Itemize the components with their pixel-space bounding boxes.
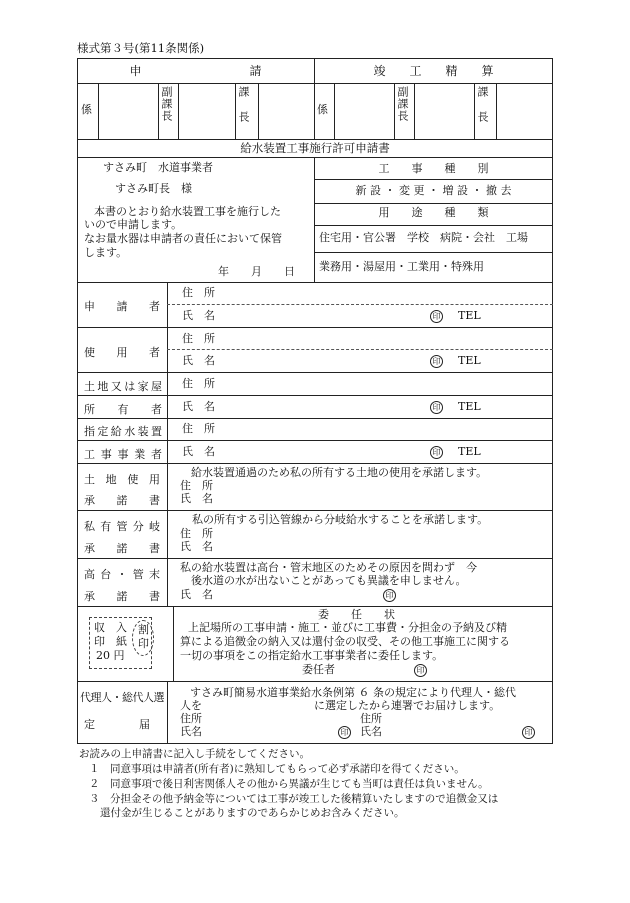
applicant-label: 申請者	[84, 300, 160, 313]
delegation-line2: 算による追徴金の納入又は還付金の収受、その他工事施工に関する	[180, 635, 510, 648]
stamp-line1: 収 入	[94, 621, 127, 634]
applicant-seal: 印	[430, 310, 443, 323]
user-label: 使用者	[84, 346, 160, 359]
stamp-fuku-kacho-right: 副課長	[396, 86, 409, 122]
form-title: 給水装置工事施行許可申請書	[240, 141, 390, 155]
work-type-label: 工 事 種 別	[378, 162, 489, 175]
usage-label: 用 途 種 類	[378, 206, 489, 219]
branch-consent-text: 私の所有する引込管線から分岐給水することを承諾します。	[192, 513, 489, 526]
agent-line1: すさみ町簡易水道事業給水条例第 ６ 条の規定により代理人・総代	[190, 686, 516, 699]
highland-consent-label2: 承諾書	[84, 590, 160, 603]
user-name: 氏 名	[182, 354, 215, 367]
contractor-label1: 指定給水装置	[84, 425, 162, 438]
delegation-line1: 上記場所の工事申請・施工・並びに工事費・分担金の予納及び精	[188, 621, 507, 634]
header-completion: 竣 工 精 算	[373, 64, 494, 78]
agent-name-2: 氏名	[360, 725, 382, 738]
agent-name-1: 氏名	[180, 725, 202, 738]
addressee-body2: いので申請します。	[84, 218, 183, 231]
contractor-name: 氏 名	[182, 445, 215, 458]
stamp-line2: 印 紙	[94, 635, 127, 648]
branch-consent-label2: 承諾書	[84, 542, 160, 555]
addressee-line1: すさみ町 水道事業者	[103, 161, 213, 174]
form-number: 様式第３号(第11条関係)	[77, 41, 205, 55]
applicant-address: 住 所	[182, 286, 215, 299]
agent-line2a: 人を	[180, 699, 202, 712]
agent-label2: 定 届	[84, 718, 150, 731]
branch-consent-address: 住 所	[180, 527, 213, 540]
contractor-seal: 印	[430, 446, 443, 459]
delegation-principal: 委任者	[302, 663, 335, 676]
agent-label1: 代理人・総代人選	[80, 691, 164, 704]
delegation-seal: 印	[414, 664, 427, 677]
usage-line1: 住宅用・官公署 学校 病院・会社 工場	[319, 231, 528, 244]
land-consent-text: 給水装置通過のため私の所有する土地の使用を承諾します。	[191, 466, 488, 479]
stamp-kacho-right: 課長	[476, 86, 489, 136]
land-consent-label2: 承諾書	[84, 494, 160, 507]
addressee-body3: なお量水器は申請者の責任において保管	[84, 232, 282, 245]
usage-line2: 業務用・湯屋用・工業用・特殊用	[319, 260, 484, 273]
highland-consent-text2: 後水道の水が出ないことがあっても異議を申しません。	[191, 574, 467, 587]
stamp-kacho-left: 課長	[237, 86, 250, 136]
highland-consent-label1: 高台・管末	[84, 568, 160, 581]
highland-consent-name: 氏 名	[180, 588, 213, 601]
applicant-tel: TEL	[458, 309, 481, 322]
delegation-title: 委 任 状	[318, 608, 395, 621]
owner-address: 住 所	[182, 377, 215, 390]
stamp-line3: 20 円	[96, 649, 125, 662]
user-tel: TEL	[458, 354, 481, 367]
stamp-fuku-kacho-left: 副課長	[160, 86, 173, 122]
stamp-kakari-left: 係	[81, 103, 92, 116]
agent-address-1: 住所	[180, 712, 202, 725]
land-consent-address: 住 所	[180, 479, 213, 492]
agent-address-2: 住所	[360, 712, 382, 725]
highland-consent-text1: 私の給水装置は高台・管末地区のためその原因を問わず 今	[180, 561, 477, 574]
notes-item-1: １ 同意事項は申請者(所有者)に熟知してもらって必ず承諾印を得てください。	[89, 763, 465, 775]
user-seal: 印	[430, 355, 443, 368]
addressee-line2: すさみ町長 様	[115, 182, 192, 195]
addressee-body4: します。	[84, 246, 128, 259]
addressee-body1: 本書のとおり給水装置工事を施行した	[94, 205, 281, 218]
applicant-name: 氏 名	[182, 309, 215, 322]
agent-line2b: に選定したから連署でお届けします。	[314, 699, 501, 712]
user-address: 住 所	[182, 332, 215, 345]
stamp-in: 印	[138, 637, 149, 650]
stamp-wari: 割	[138, 623, 149, 636]
contractor-tel: TEL	[458, 445, 481, 458]
notes-item-2: ２ 同意事項で後日利害関係人その他から異議が生じても当町は責任は負いません。	[89, 778, 489, 790]
delegation-line3: 一切の事項をこの指定給水工事事業者に委任します。	[180, 649, 444, 662]
contractor-address: 住 所	[182, 422, 215, 435]
owner-tel: TEL	[458, 400, 481, 413]
branch-consent-name: 氏 名	[180, 540, 213, 553]
owner-label2: 所有者	[84, 403, 162, 416]
agent-seal-2: 印	[522, 726, 535, 739]
highland-consent-seal: 印	[383, 589, 396, 602]
owner-label1: 土地又は家屋	[84, 380, 162, 393]
land-consent-name: 氏 名	[180, 492, 213, 505]
notes-item-3: ３ 分担金その他予納金等については工事が竣工した後精算いたしますので追徴金又は	[89, 793, 499, 805]
contractor-label2: 工事事業者	[84, 448, 162, 461]
owner-seal: 印	[430, 401, 443, 414]
addressee-date: 年 月 日	[218, 265, 295, 278]
agent-seal-1: 印	[338, 726, 351, 739]
work-type-items: 新 設 ・ 変 更 ・ 増 設 ・ 撤 去	[355, 184, 512, 197]
branch-consent-label1: 私有管分岐	[84, 520, 160, 533]
notes-item-3b: 還付金が生じることがありますのであらかじめお含みください。	[100, 807, 405, 819]
header-apply: 申 請	[129, 64, 262, 78]
stamp-kakari-right: 係	[317, 103, 328, 116]
land-consent-label1: 土地使用	[84, 473, 160, 486]
notes-intro: お読みの上申請書に記入し手続をしてください。	[79, 748, 310, 760]
owner-name: 氏 名	[182, 400, 215, 413]
